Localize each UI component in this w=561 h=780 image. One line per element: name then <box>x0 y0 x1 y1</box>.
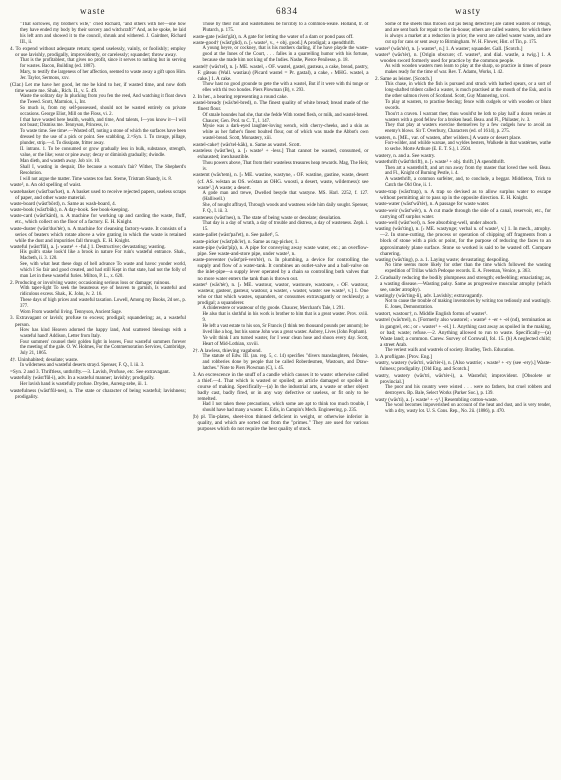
entry-paragraph: Man dieth, and wasteth away. Job xiv. 10. <box>20 158 101 164</box>
entry-paragraph: wasteness (wāst'nes), n. The state of being waste or desolate; desolation. <box>192 214 342 221</box>
entry-paragraph: wastethrift (wāst'thrift), n. [‹ waste¹ + obj. thrift.] A spendthrift. <box>375 159 506 166</box>
entry-paragraph: Some of the sheets thus thrown out [as being defective] are called wasters or rehugs, and are sent back for repair to the tin-house; others are called wasters, for which there is always a market at a reduction in price; the worst are called waster waste, and are cut up for cans or sent away to Birmingham. W. H. Flower, Hist. of Tin, p. 175. <box>385 22 551 45</box>
entry-paragraph: Four summers' counsel their golden light in leaves, Four wasteful summers forever the meeting of the gale. O. W. Holmes, For the Commemoration Services, Cambridge, July 21, 1865. <box>20 339 186 357</box>
entry-paragraph: waste-good† (wāst'gůd), n. [‹ waste¹, v., + obj. good.] A prodigal; a spendthrift. <box>192 39 356 46</box>
entry-paragraph: Mary, to testify the largeness of her affection, seemed to waste away a gift upon Him. Jer. Taylor, Sermons, xxv. <box>20 69 186 81</box>
entry-paragraph: How has kind Heaven adorned the happy land, And scattered blessings with a wasteful hand! Addison, Letter from Italy. <box>20 327 186 339</box>
page-number: 6834 <box>276 6 298 16</box>
entry-paragraph: waste-board (wāst'bōrd), n. Same as wash-board, 4. <box>10 200 116 207</box>
entry-paragraph: wasteless (wāst'les), a. [‹ waste¹ + -less.] That cannot be wasted, consumed, or exhausted; inexhaustible. <box>192 148 369 161</box>
column-right <box>375 22 551 780</box>
entry-paragraph: I that have wasted here health, wealth, and time, And talents, I—you know it—I will not boast; Dismiss me. Tennyson, Princess, iv. <box>20 117 186 129</box>
entry-paragraph: waster³ (wās'tėr), n. [Origin obscure; cf. waster³, and dial. wastle, a twig.] 1. A wooden sword formerly used for practice by the common people. <box>375 51 551 64</box>
entry-paragraph: waste-weir (wāst'wēr), n. A cut made through the side of a canal, reservoir, etc., for carrying off surplus water. <box>375 207 551 220</box>
entry-paragraph: 3. A profligate. [Prov. Eng.] <box>375 354 433 361</box>
entry-paragraph: So much is, from my self-possessed, should not be wasted entirely on private occasions. George Eliot, Mill on the Floss, vi. 2. <box>20 105 186 117</box>
entry-paragraph: Her lavish hand is wastefully profuse. Dryden, Aureng-zebe, iii. 1. <box>20 381 148 387</box>
entry-paragraph: He left a vast estate to his son, Sr Francis (I think ten thousand pounds per annum); he lived like a hog, but his sonne John was a great waster. Aubrey, Lives (John Popham). <box>202 324 369 335</box>
entry-paragraph: I will not argue the matter. Time wastes too fast. Sterne, Tristram Shandy, ix. 8. <box>20 176 173 182</box>
entry-paragraph: Shall I, wasting in despair, Die because a woman's fair? Wither, The Shepherd's Resolution. <box>20 164 186 176</box>
entry-paragraph: The poor and his country were wisted . . . were no fathers, but cruel robbers and destroyers. Bp. Bale, Select Works (Parker Soc.), p. 139. <box>385 384 551 396</box>
entry-paragraph: These days of high prices and wasteful taxation. Lowell, Among my Books, 2d ser., p. 377. <box>20 297 186 309</box>
entry-paragraph: Had I not taken these precautions, which some are apt to think too much trouble, I should have had many a waster. E. Edis, in Campin's Mech. Engineering, p. 235. <box>202 402 369 414</box>
columns <box>10 22 551 780</box>
entry-paragraph: waster² (wās'tėr), n. [‹ waster¹, n.] 1. A waster; squander. Gall. [Scotch.] <box>375 45 523 52</box>
guide-word-right: wasty <box>455 6 481 16</box>
entry-paragraph: 2. Gradually reducing the bodily plumpness and strength; enfeebling; emaciating; as, a wasting disease.—Wasting palsy. Same as progressive muscular atrophy (which see, under atrophy). <box>375 274 551 294</box>
entry-paragraph: waste-gate (wāst'gāt), n. A gate for letting the water of a dam or pond pass off. <box>192 33 354 40</box>
entry-paragraph: waste-book (wāst'bůk), n. A day-book. See book-keeping. <box>10 207 129 214</box>
entry-paragraph: Thou'rt a craven. I warrant thee; thou would'st be loth to play half a dozen venies at wasters with a good fellow for a broken head. Beau. and Fl., Philaster, iv. 3. <box>385 111 551 123</box>
entry-paragraph: wastel-bready (wās'tel-bred), n. The finest quality of white bread; bread made of the finest flour. <box>192 100 369 113</box>
entry-paragraph: They that play at wasters exercise themselves by a few cudgels how to avoid an enemy's blows. Sir T. Overbury, Characters (ed. of 1614), p. 275. <box>385 123 551 135</box>
entry-paragraph: wastemt (wās'tem), n. [‹ ME. wastine, wastyne, ‹ OF. wastine, gastine, waste, desert (cf. AS. wéstan as OS. wóstan as OHG. wuosti, a desert, waste, wilderness): see waste¹.] A waste; a desert. <box>192 172 369 191</box>
entry-paragraph: "That sorrowes, my brother's wife," cried Richard, "and others with her—one how they have ended my body by their sorcery and witchcraft?" And, as he spoke, he laid his left arm and showed it to the council, shrunk and withered. J. Gairdner, Richard III., ii. <box>20 22 186 45</box>
entry-paragraph: She, of nought affrayd, Through woods and wastness wide him daily sought. Spenser, F. Q., I. iii. 3. <box>202 202 369 214</box>
entry-paragraph: Then art a wastethrift, and art run away from thy master that loved thee well. Beau. and Fl., Knight of Burning Pestle, i. 4. <box>385 165 551 177</box>
entry-paragraph: That day is a day of wrath, a day of trouble and distress, a day of wasteness. Zeph. i. 15. <box>202 220 369 232</box>
entry-paragraph: wasty (wās'ti), a. [‹ waste¹ + -y¹.] Resembling cotton-waste. <box>375 396 498 403</box>
entry-paragraph: His guilt's stake look'd like a brook in nature For ruin's wasteful entrance. Shak., Macbeth, ii. 3. 120. <box>20 250 186 262</box>
entry-paragraph: Ye wilt think I am turned waster, for I wear clean hose and shoon every day. Scott, Heart of Mid-Lothian, xxviii. <box>202 335 369 347</box>
entry-paragraph: wasting (wās'ting), p. a. 1. Laying waste; devastating; despoiling. <box>375 256 510 263</box>
entry-paragraph: wastry, wastery (wās'tri, wās'tėr-i), a. Wasteful; improvident. [Obsolete or provincial.] <box>375 372 551 385</box>
entry-paragraph: waste², n. An old spelling of waist. <box>10 182 82 189</box>
entry-paragraph: Worn From wasteful living. Tennyson, Ancient Sage. <box>20 309 122 315</box>
entry-paragraph: waste-duster (wāst'dus'tėr), n. A machine for cleansing factory-waste. It consists of a series of beaters which rotate above a wire grating in which the waste is retained while the dust and impurities fall through. E. H. Knight. <box>10 225 186 244</box>
entry-paragraph: That is the profitablest, that gives no profit, since it serves to nothing but in serving for wastes. Bacon, Building (ed. 1887). <box>20 57 186 69</box>
entry-paragraph: II. intrans. 1. To be consumed or grow gradually less in bulk, substance, strength, value, or the like; wear or pine away; decay or diminish gradually; dwindle. <box>20 147 186 158</box>
entry-paragraph: Of smale houndes had she, that she fedde With rosted flesh, or milk, and wastel-breed. Chaucer, Gen. Prol. to C. T., l. 147. <box>202 112 369 124</box>
entry-paragraph: waste-trap (wāst'trap), n. A trap so devised as to allow surplus water to escape without permitting air to pass up in the opposite direction. E. H. Knight. <box>375 189 551 202</box>
entry-paragraph: As with wooden wasters men learn to play at the sharp, so practice in times of peace makes ready for the time of war. Rev. T. Adams, Works, I. 42. <box>385 64 551 75</box>
entry-paragraph: wasters, n. [ME., var. of wasten, after wilders.] A waste or desert place. <box>375 135 522 142</box>
entry-paragraph: waste-well (wāst'wel), n. See absorbing-well, under absorb. <box>375 219 498 226</box>
entry-paragraph: waste-pallet (wāst'pal'et), n. See pallet¹, 5. <box>192 232 280 239</box>
entry-paragraph: A young heyre, or cockney, that is his mothers darling, if he have playde the waste-good at the Innes of the Court, . . . falles in a quarrelling humor with his fortune, because she made him not king of the Indies. Nashe, Pierce Penilesse, p. 18. <box>202 46 369 63</box>
entry-paragraph: 2†. A lawless, thieving vagabond. <box>192 347 262 354</box>
entry-paragraph: wastrel (wās'trel), n. [Formerly also wastorel; ‹ waste¹ + -er + -el (nd), termination as in gangrel, etc.; or ‹ waster¹ + -el.] 1. Anything cast away as spoiled in the making, or bad; waste; refuse.—2. Anything allowed to run to waste. Specifically—(a) Waste land; a common. Carew. Survey of Cornwall, fol. 15. (b) A neglected child; a street Arab. <box>375 317 551 349</box>
entry-paragraph: wastebasket (wāst'bas'ket), n. A basket used to receive rejected papers, useless scraps of paper, and other waste material. <box>10 188 186 201</box>
entry-paragraph: waste-card (wāst'kärd), n. A machine for working up and carding the waste, fluff, etc., which collect on the floor of a factory. E. H. Knight. <box>10 213 186 226</box>
entry-paragraph: Not to cause the trouble of making inventories by writing too tediously and wastingly. E. Jones, Demonstration. <box>385 299 551 311</box>
entry-paragraph: wastry, wastery (wās'tri, wās'tėr-i), n. [Also wastrie; ‹ waste¹ + -ry (see -ery).] Waste-fulness; prodigality. [Old Eng. and Scotch.] <box>375 360 551 373</box>
entry-paragraph: With taper-light To seek the beauteous eye of heaven to garnish, Is wasteful and ridiculous excess. Shak., K. John, iv. 2. 16. <box>20 285 186 297</box>
entry-paragraph: waster¹ (wās'tėr), n. [‹ ME. wastour, wastor, wastoure, wastoure, ‹ OF. wastour, wasteur, gasteor, gasteur, wastour, a waster, ‹ waster, waste: see waste¹, v.] 1. One who or that which wastes, squanders, or consumes extravagantly or recklessly; a prodigal; a squanderer. <box>192 281 369 307</box>
entry-paragraph: Forr-wilder, and whilde warsae, and wyldes besters, Walkede in that wastérnes, wathe to seche. Morte Arthure (E. E. T. S.), l. 2504. <box>385 141 551 153</box>
entry-paragraph: 2. Producing or involving waste; occasioning serious loss or damage; ruinous. <box>10 279 171 286</box>
entry-paragraph: The statute of Edw. III. (an. reg. 5, c. 14) specifies "divers manslaughters, felonies, and robberies done by people that be called Roberdesmen, Wastours, and Draw-latches." Note to Piers Plowman (C), i. 45. <box>202 353 369 371</box>
entry-paragraph: 2. Same as leister. [Scotch.] <box>375 75 432 82</box>
entry-paragraph: A chiderestere or wasteour of thy goode. Chaucer, Merchant's Tale, l. 291. <box>202 306 345 312</box>
entry-paragraph: (b) pl. Tin-plates, sheet-iron thinned deficient in weight, or otherwise inferior in quality, and which are sorted out from the "primes." They are used for various purposes which do not require the best quality of stock. <box>192 414 369 433</box>
guide-word-left: waste <box>80 6 106 16</box>
entry-paragraph: The veriest waifs and wastrels of society. Bradley, Tech. Education. <box>385 348 515 354</box>
entry-paragraph: Those by their riot and wastefulness be forcibly to a common-weale. Holland, tr. of Plutarch, p. 175. <box>202 22 369 33</box>
entry-paragraph: Mysie was a dark-eyed laughter-loving wench, with cherry-cheeks, and a skin as white as her father's finest boulted flour, out of which was made the Abbot's own wastel-bread. Scott, Monastery, xiii. <box>202 124 369 142</box>
entry-paragraph: wastefully (wāst'fůl-i), adv. In a wasteful manner; lavishly; prodigally. <box>10 375 155 382</box>
entry-paragraph: In wilderness and wasteful deserts strayd. Spenser, F. Q., I. iii. 3. <box>20 363 145 369</box>
entry-paragraph: wasting (wās'ting), n. [‹ ME. wastynge; verbal n. of waste¹, v.] 1. In mech., atrophy.—2. In stone-cutting, the process or operation of chipping off fragments from a block of stone with a pick or point, for the purpose of reducing the faces to an approximately plane surface. Stone so worked is said to be wasted off. Compare charering. <box>375 226 551 257</box>
entry-paragraph: wastort, wastour†, n. Middle English forms of waster¹. <box>375 311 488 318</box>
entry-paragraph: 3. Extravagant or lavish; profuse to excess; prodigal; squandering; as, a wasteful person. <box>10 315 186 328</box>
entry-paragraph: waste-preventer (wāst'prē-ven'tėr), n. In plumbing, a device for controlling the supply and flow of a water-tank. It combines an outlet-valve and a ball-valve on the inlet-pipe—a supply lever operated by a chain so controlling both valves that no more water enters the tank than is thrown out. <box>192 257 369 282</box>
entry-paragraph: To waste time. See time¹.—Wasted off, noting a stone of which the surfaces have been dressed by the use of a pick or point. See scabbling, 2.=Syn. 1. To ravage, pillage, plunder, strip.—4. To dissipate, fritter away. <box>20 129 186 147</box>
entry-paragraph: 4†. Uninhabited; desolate; waste. <box>10 357 79 364</box>
entry-paragraph: wasteful (wāst'fůl), a. [‹ waste¹ + -ful.] 1. Destructive; devastating; wasting. <box>10 244 166 251</box>
entry-paragraph: =Syn. 2 and 3. Thriftless, unthrifty.—3. Lavish, Profuse, etc. See extravagant. <box>10 369 170 376</box>
entry-paragraph: wastel-cake† (wās'tel-kāk), n. Same as wastel. Scott. <box>192 142 301 149</box>
entry-paragraph: He also that is slothful in his work is brother to him that is a great waster. Prov. xviii. 9. <box>202 312 369 324</box>
entry-paragraph: (Clar.) Let me have her good, let me be kind to her, if wasted time, and now doth time waste me. Shak., Rich. II., v. 5. 49. <box>10 81 186 94</box>
entry-paragraph: 3. An excrescence in the snuff of a candle which causes it to waste: otherwise called a thief.—4. That which is wasted or spoiled; an article damaged or spoiled in course of making. Specifically—(a) In the industrial arts, a waste or other object badly cast, badly fired, or in any way defective or useless, or fit only to be remelted. <box>192 371 369 403</box>
running-head <box>10 6 551 18</box>
entry-paragraph: A wastethrift, a common surfeiter, and, to conclude, a beggar. Middleton, Trick to Catch the Old One, ii. 1. <box>385 177 551 189</box>
entry-paragraph: No time seems more likely for other than the time which followed the wasting expedition of Trillas which Pedoque records. E. A. Freeman, Venice, p. 363. <box>385 263 551 274</box>
entry-paragraph: Thow hast no good grounde to gete the with a wastel, But if it were with thi tonge or elles with thi two hondes. Piers Plowman (B), v. 293. <box>202 82 369 94</box>
entry-paragraph: Thou powers above, That from their wasteless treasures heap rewards. Mag, The Heir, iv. <box>202 160 369 172</box>
entry-paragraph: waste-water (wāst'wâ'tėr), n. A passage for waste water. <box>375 201 490 208</box>
entry-paragraph: wastefulness (wāst'fůl-nes), n. The state or character of being wasteful; lavishness; prodigality. <box>10 387 186 400</box>
entry-paragraph: 4. To expend without adequate return; spend uselessly, vainly, or foolishly; employ or use lavishly, prodigally, improvidently, or carelessly; squander; throw away. <box>10 45 186 58</box>
entry-paragraph: The wool becomes impoverished on account of the heat and dust, and is very tender, with a dry, wasty lot. U. S. Cons. Rep., No. 2ii. (1886), p. 470. <box>385 402 551 414</box>
entry-paragraph: Waste the solitary day In plucking from you fen the reed, And watching it float down the Tweed. Scott, Marmion, i., Int. <box>20 93 186 105</box>
entry-paragraph: A gode man and trewe, Dwelled besyde that wastyne. MS. Harl. 2252, f. 127. (Halliwell.) <box>202 190 369 202</box>
entry-paragraph: See, with what heat these dogs of hell advance To waste and havoc yonder world, which I So fair and good created, and had still Kept in that state, had not the folly of man Let in these wasteful furies. Milton, P. L., x. 620. <box>20 262 186 279</box>
entry-paragraph: waste-picker (wāst'pik'ėr), n. Same as rag-picker, 1. <box>192 238 299 245</box>
entry-paragraph: wastery, n. and a. See wastry. <box>375 153 436 160</box>
column-left <box>10 22 186 780</box>
column-middle <box>193 22 369 780</box>
entry-paragraph: wastel† (wās'tel), n. [‹ ME. wastel, ‹ OF. wastel, gastel, gasteau, a cake, bread, pastry, F. gâteau (Wall. wastiau) (Picard wastel = Pr. gastal), a cake, ‹ MHG. wastel, a cake.] 1. A cake. <box>192 63 369 83</box>
entry-paragraph: wastingly (wās'ting-li), adv. Lavishly; extravagantly. <box>375 293 484 300</box>
entry-paragraph: waste-pipe (wāst'pīp), n. A pipe for conveying away waste water, etc.; an overflow-pipe. See waste-and-store pipe, under waste¹, n. <box>192 244 369 257</box>
entry-paragraph: 2. In her., a bearing representing a round cake. <box>192 94 288 101</box>
entry-paragraph: This chase, in which the fish is pursued and struck with barbed spears, or a sort of long-shafted trident called a waster, is much practised at the mouth of the Esk, and in the other salmon rivers of Scotland. Scott, Guy Mannering, xxvi. <box>385 82 551 99</box>
entry-paragraph: To play at wasters, to practise fencing; fence with cudgels or with wooden or blunt swords. <box>385 99 551 111</box>
